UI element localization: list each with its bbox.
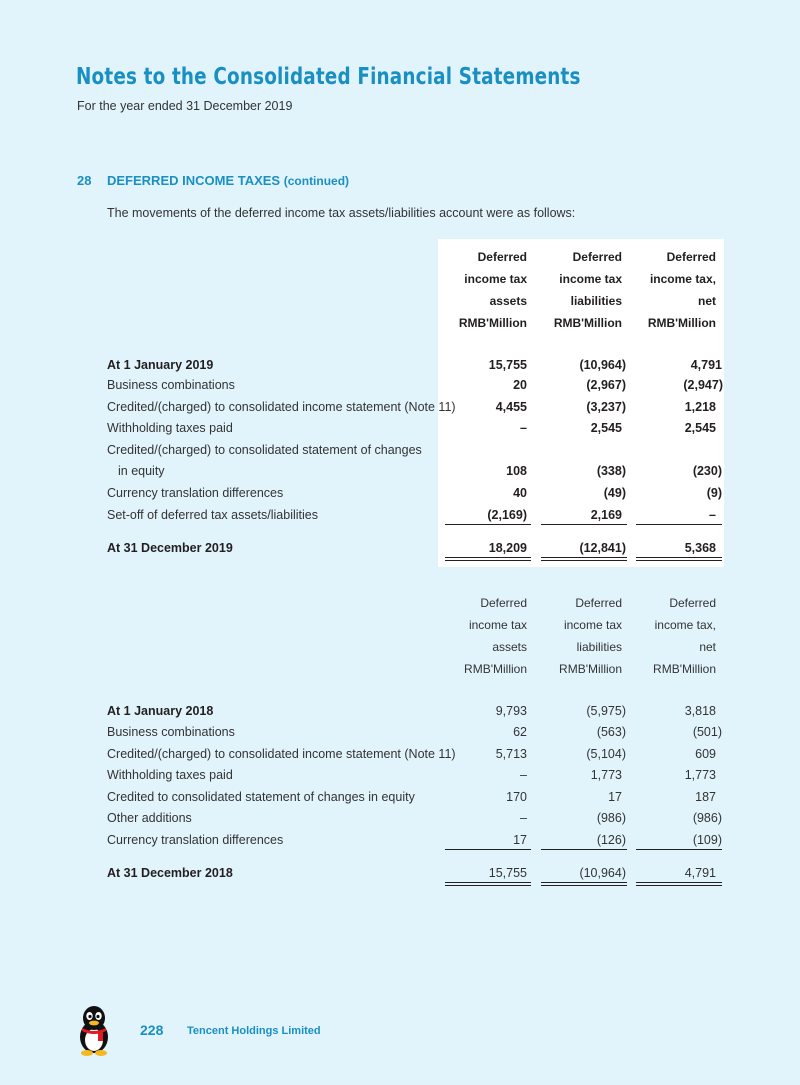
header-line: net: [698, 294, 716, 308]
cell-liabilities: (10,964): [579, 358, 626, 372]
header-line: Deferred: [575, 596, 622, 610]
row-label: in equity: [118, 464, 165, 478]
total-double-rule: [636, 882, 722, 886]
page-subtitle: For the year ended 31 December 2019: [77, 99, 293, 113]
cell-liabilities: (10,964): [579, 866, 626, 880]
header-line: income tax: [559, 272, 622, 286]
cell-assets: 15,755: [488, 866, 527, 880]
cell-assets: 9,793: [495, 704, 527, 718]
penguin-logo-icon: [74, 1004, 114, 1056]
row-label: Set-off of deferred tax assets/liabilities: [107, 508, 318, 522]
page-title: Notes to the Consolidated Financial Statements: [76, 64, 581, 90]
header-line: RMB'Million: [553, 316, 622, 330]
header-line: Deferred: [666, 250, 716, 264]
row-label: Currency translation differences: [107, 833, 284, 847]
cell-net: (9): [706, 486, 722, 500]
cell-assets: –: [520, 421, 527, 435]
cell-net: (109): [692, 833, 722, 847]
cell-net: 1,773: [684, 768, 716, 782]
header-line: assets: [489, 294, 527, 308]
cell-liabilities: (5,104): [586, 747, 626, 761]
cell-assets: (2,169): [487, 508, 527, 522]
table-row: [0, 397, 800, 417]
row-label: Credited/(charged) to consolidated statement of changes: [107, 443, 422, 457]
subtotal-rule: [636, 849, 722, 850]
cell-liabilities: (5,975): [586, 704, 626, 718]
table-row: [0, 505, 800, 525]
row-label: Credited/(charged) to consolidated income statement (Note 11): [107, 400, 456, 414]
header-2018-col3: [653, 592, 716, 680]
total-double-rule: [541, 882, 627, 886]
cell-liabilities: (12,841): [579, 541, 626, 555]
cell-liabilities: 1,773: [590, 768, 622, 782]
cell-assets: 108: [506, 464, 527, 478]
subtotal-rule: [541, 849, 627, 850]
header-line: RMB'Million: [458, 316, 527, 330]
cell-net: (230): [692, 464, 722, 478]
table-row: [0, 375, 800, 395]
header-line: income tax: [468, 618, 527, 632]
table-row: [0, 830, 800, 850]
header-line: RMB'Million: [464, 662, 527, 676]
cell-net: 3,818: [684, 704, 716, 718]
row-label: Other additions: [107, 811, 192, 825]
cell-liabilities: 17: [608, 790, 622, 804]
table-row: [0, 440, 800, 460]
total-double-rule: [445, 882, 531, 886]
header-line: RMB'Million: [559, 662, 622, 676]
cell-liabilities: 2,169: [590, 508, 622, 522]
cell-net: (986): [692, 811, 722, 825]
header-line: Deferred: [572, 250, 622, 264]
header-2018-col1: [464, 592, 527, 680]
table-row: [0, 538, 800, 558]
cell-assets: 40: [513, 486, 527, 500]
header-line: income tax: [563, 618, 622, 632]
table-row: [0, 722, 800, 742]
header-2019-col2: [554, 246, 622, 334]
cell-assets: 62: [513, 725, 527, 739]
header-line: income tax,: [654, 618, 716, 632]
cell-net: 609: [695, 747, 716, 761]
header-line: net: [699, 640, 716, 654]
cell-liabilities: (49): [603, 486, 626, 500]
cell-assets: 20: [513, 378, 527, 392]
section-title: [107, 173, 349, 188]
subtotal-rule: [636, 524, 722, 525]
cell-net: 5,368: [684, 541, 716, 555]
table-row: [0, 744, 800, 764]
header-line: liabilities: [576, 640, 622, 654]
header-line: RMB'Million: [647, 316, 716, 330]
cell-net: 4,791: [684, 866, 716, 880]
cell-net: 1,218: [684, 400, 716, 414]
cell-net: 187: [695, 790, 716, 804]
total-double-rule: [636, 557, 722, 561]
total-double-rule: [445, 557, 531, 561]
header-line: assets: [492, 640, 527, 654]
cell-assets: 17: [513, 833, 527, 847]
header-2019-col3: [648, 246, 716, 334]
cell-assets: 15,755: [488, 358, 527, 372]
total-double-rule: [541, 557, 627, 561]
cell-net: (2,947): [683, 378, 723, 392]
cell-net: 4,791: [690, 358, 722, 372]
row-label: Credited/(charged) to consolidated income statement (Note 11): [107, 747, 456, 761]
row-label: At 31 December 2018: [107, 866, 233, 880]
subtotal-rule: [541, 524, 627, 525]
row-label: At 31 December 2019: [107, 541, 233, 555]
row-label: Currency translation differences: [107, 486, 284, 500]
cell-liabilities: (986): [596, 811, 626, 825]
row-label: At 1 January 2018: [107, 704, 214, 718]
row-label: Withholding taxes paid: [107, 768, 233, 782]
cell-liabilities: (2,967): [586, 378, 626, 392]
table-row: [0, 461, 800, 481]
table-row: [0, 483, 800, 503]
page-number: 228: [140, 1022, 164, 1038]
section-title-text: DEFERRED INCOME TAXES: [107, 173, 281, 188]
header-line: liabilities: [570, 294, 622, 308]
section-number: 28: [77, 173, 92, 188]
subtotal-rule: [445, 849, 531, 850]
header-2019-col1: [459, 246, 527, 334]
row-label: Business combinations: [107, 378, 235, 392]
cell-net: –: [709, 508, 716, 522]
cell-liabilities: 2,545: [590, 421, 622, 435]
row-label: Credited to consolidated statement of changes in equity: [107, 790, 415, 804]
table-row: [0, 808, 800, 828]
section-continued: (continued): [283, 174, 350, 188]
row-label: Withholding taxes paid: [107, 421, 233, 435]
cell-assets: 4,455: [495, 400, 527, 414]
cell-assets: –: [520, 768, 527, 782]
table-row: [0, 863, 800, 883]
row-label: Business combinations: [107, 725, 235, 739]
table-row: [0, 787, 800, 807]
table-row: [0, 701, 800, 721]
cell-liabilities: (126): [596, 833, 626, 847]
cell-net: 2,545: [684, 421, 716, 435]
cell-liabilities: (338): [596, 464, 626, 478]
cell-liabilities: (3,237): [586, 400, 626, 414]
table-row: [0, 418, 800, 438]
table-row: [0, 765, 800, 785]
cell-assets: 18,209: [488, 541, 527, 555]
cell-assets: 5,713: [495, 747, 527, 761]
table-row: [0, 355, 800, 375]
header-2018-col2: [559, 592, 622, 680]
header-line: Deferred: [480, 596, 527, 610]
header-line: Deferred: [477, 250, 527, 264]
header-line: income tax,: [649, 272, 716, 286]
header-line: Deferred: [669, 596, 716, 610]
cell-liabilities: (563): [596, 725, 626, 739]
subtotal-rule: [445, 524, 531, 525]
cell-assets: 170: [506, 790, 527, 804]
cell-net: (501): [692, 725, 722, 739]
company-name: Tencent Holdings Limited: [187, 1025, 321, 1037]
header-line: income tax: [464, 272, 527, 286]
header-line: RMB'Million: [653, 662, 716, 676]
row-label: At 1 January 2019: [107, 358, 214, 372]
cell-assets: –: [520, 811, 527, 825]
section-intro: The movements of the deferred income tax assets/liabilities account were as follows:: [107, 206, 576, 220]
